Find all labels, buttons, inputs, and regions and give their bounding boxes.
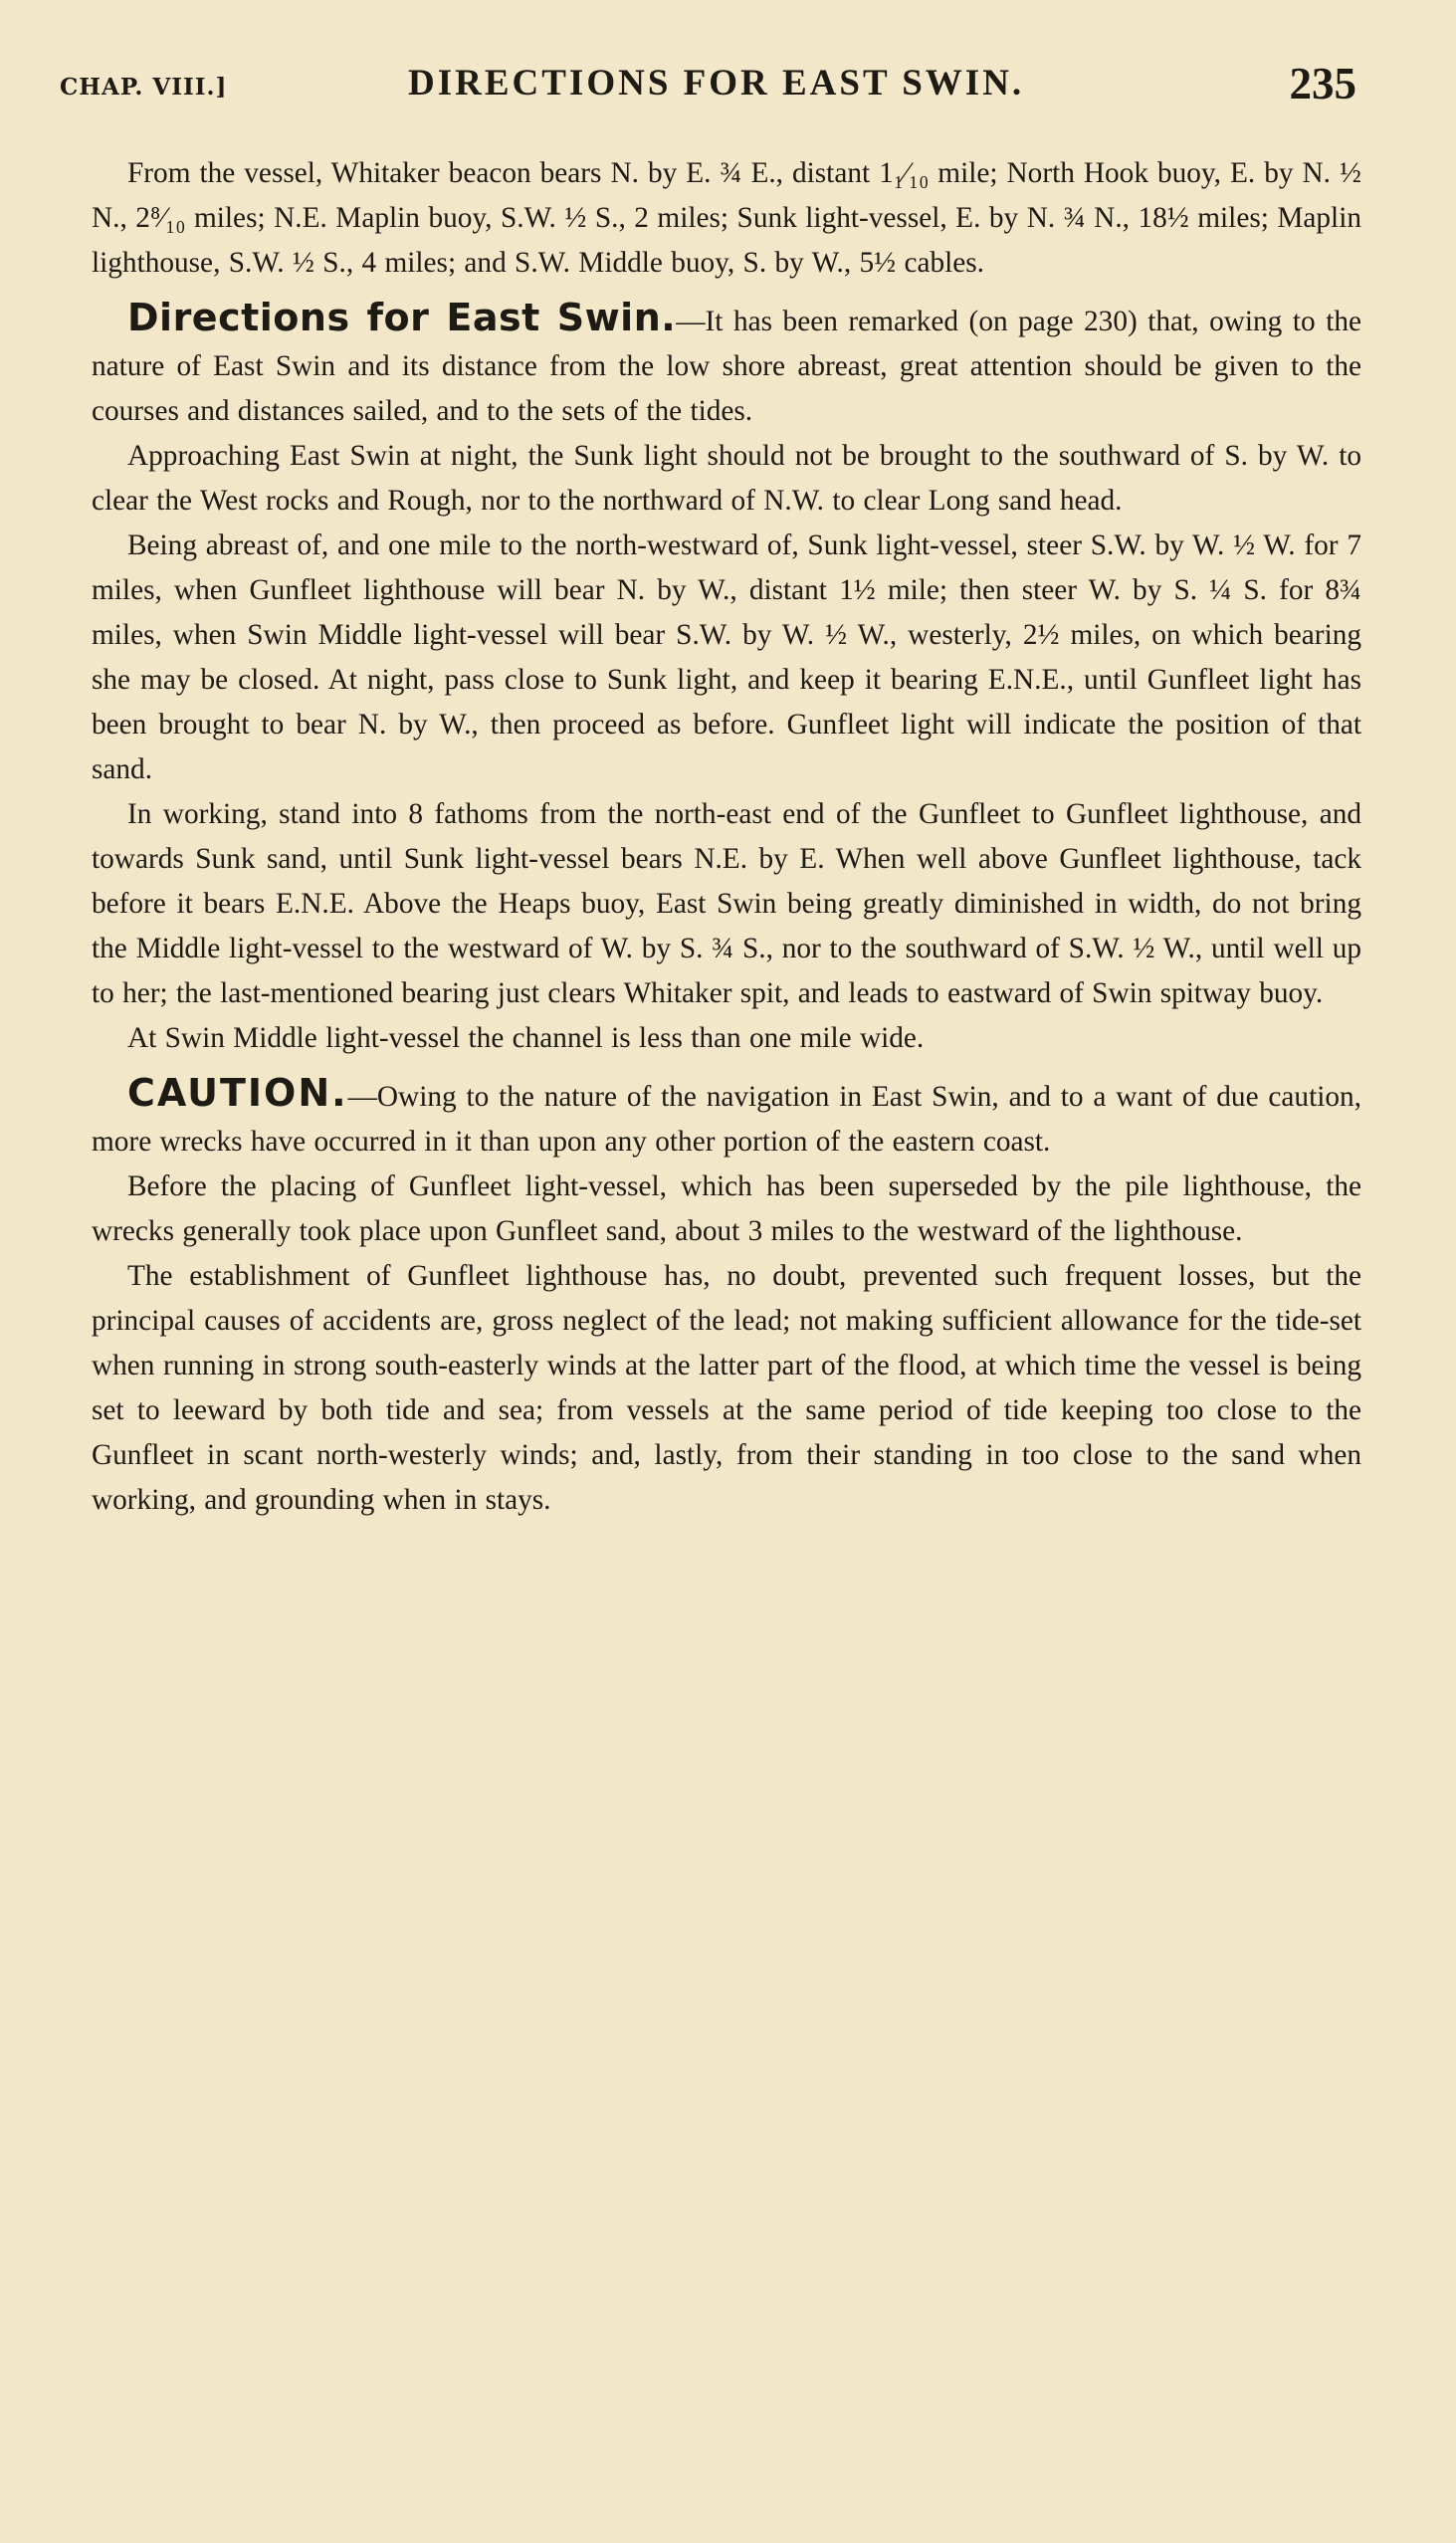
heading-dash: — (347, 1081, 377, 1113)
paragraph-caution (92, 1071, 1361, 1165)
paragraph-caution-text: Owing to the nature of the navigation in East Swin, and to a want of due caution, more wrecks have occurred in it than upon any other portion of the eastern coast. (92, 1081, 1361, 1158)
paragraph-before-placing: Before the placing of Gunfleet light-vessel, which has been superseded by the pile lighthouse, the wrecks generally took place upon Gunfleet sand, about 3 miles to the westward of the lighthouse. (92, 1170, 1361, 1247)
paragraph-bearings: From the vessel, Whitaker beacon bears N. by E. ¾ E., distant 1₁⁄₁₀ mile; North Hook buoy, E. by N. ½ N., 2⁸⁄₁₀ miles; N.E. Maplin buoy, S.W. ½ S., 2 miles; Sunk light-vessel, E. by N. ¾ N., 18½ miles; Maplin lighthouse, S.W. ½ S., 4 miles; and S.W. Middle buoy, S. by W., 5½ cables. (92, 157, 1361, 279)
section-heading-caution: CAUTION. (127, 1071, 348, 1115)
running-header (60, 58, 1356, 117)
heading-dash: — (676, 306, 706, 337)
paragraph-in-working: In working, stand into 8 fathoms from the north-east end of the Gunfleet to Gunfleet lighthouse, and towards Sunk sand, until Sunk light-vessel bears N.E. by E. When well above Gunfleet lighthouse, tack before it bears E.N.E. Above the Heaps buoy, East Swin being greatly diminished in width, do not bring the Middle light-vessel to the westward of W. by S. ¾ S., nor to the southward of S.W. ½ W., until well up to her; the last-mentioned bearing just clears Whitaker spit, and leads to eastward of Swin spitway buoy. (92, 798, 1361, 1009)
body-text (92, 151, 1361, 1523)
paragraph-channel-width: At Swin Middle light-vessel the channel is less than one mile wide. (127, 1022, 925, 1054)
paragraph-directions (92, 296, 1361, 434)
running-title: DIRECTIONS FOR EAST SWIN. (408, 63, 1025, 104)
section-heading-directions: Directions for East Swin. (127, 296, 677, 339)
page-number: 235 (1289, 59, 1356, 108)
paragraph-establishment: The establishment of Gunfleet lighthouse has, no doubt, prevented such frequent losses, but the principal causes of accidents are, gross neglect of the lead; not making sufficient allowance for the tide-set when running in strong south-easterly winds at the latter part of the flood, at which time the vessel is being set to leeward by both tide and sea; from vessels at the same period of tide keeping too close to the Gunfleet in scant north-westerly winds; and, lastly, from their standing in too close to the sand when working, and grounding when in stays. (92, 1260, 1361, 1516)
chapter-label: CHAP. VIII.] (60, 74, 228, 101)
paragraph-approaching: Approaching East Swin at night, the Sunk light should not be brought to the southward of S. by W. to clear the West rocks and Rough, nor to the northward of N.W. to clear Long sand head. (92, 440, 1361, 517)
paragraph-directions-text: It has been remarked (on page 230) that, owing to the nature of East Swin and its distance from the low shore abreast, great attention should be given to the courses and distances sailed, and to the sets of the tides. (92, 306, 1361, 427)
paragraph-being-abreast: Being abreast of, and one mile to the north-westward of, Sunk light-vessel, steer S.W. by W. ½ W. for 7 miles, when Gunfleet lighthouse will bear N. by W., distant 1½ mile; then steer W. by S. ¼ S. for 8¾ miles, when Swin Middle light-vessel will bear S.W. by W. ½ W., westerly, 2½ miles, on which bearing she may be closed. At night, pass close to Sunk light, and keep it bearing E.N.E., until Gunfleet light has been brought to bear N. by W., then proceed as before. Gunfleet light will indicate the position of that sand. (92, 530, 1361, 785)
